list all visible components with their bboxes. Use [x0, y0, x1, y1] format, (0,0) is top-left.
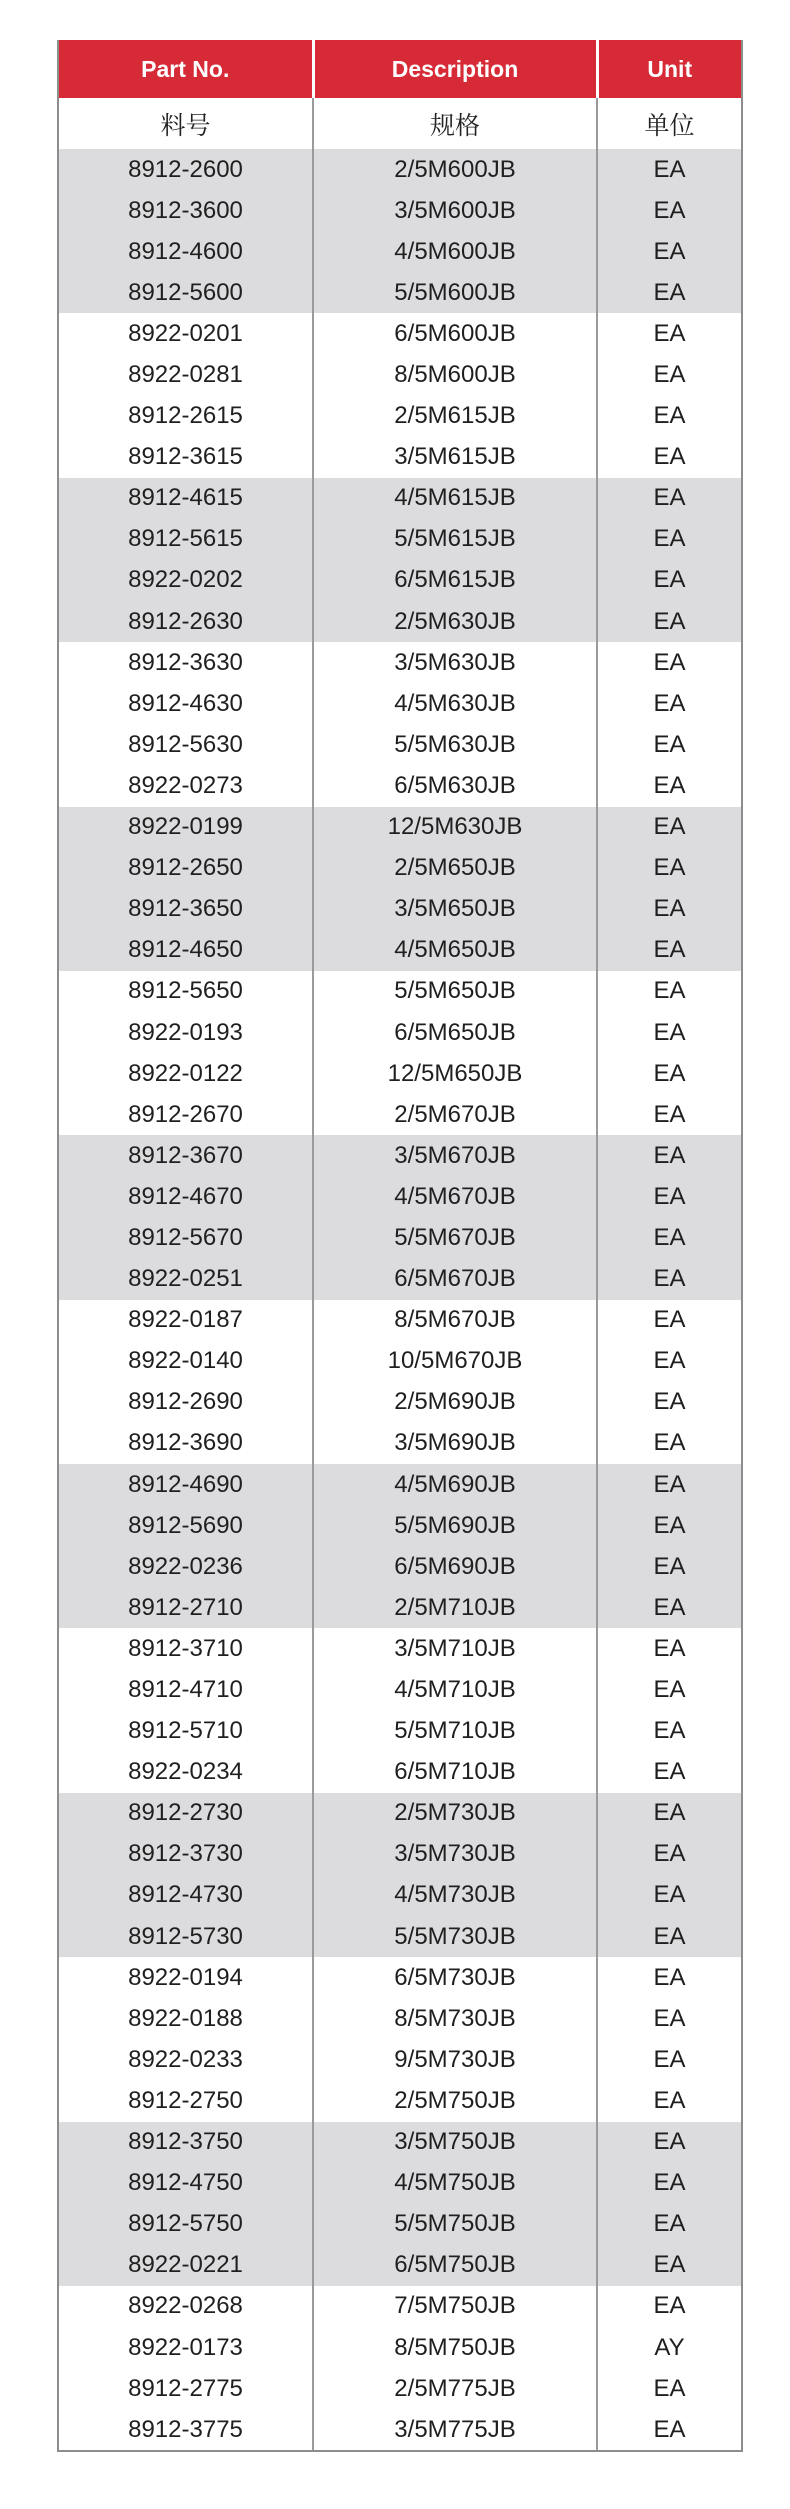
description-cell: 8/5M730JB [313, 1998, 597, 2039]
description-cell: 4/5M670JB [313, 1176, 597, 1217]
description-cell: 2/5M750JB [313, 2080, 597, 2121]
unit-cell: EA [597, 1875, 741, 1916]
column-header-description: Description [313, 40, 597, 98]
part-no-cell: 8922-0194 [128, 1963, 243, 1991]
table-row [59, 1752, 741, 1793]
description-cell: 10/5M670JB [313, 1341, 597, 1382]
description-cell: 6/5M615JB [313, 560, 597, 601]
part-no-cell: 8912-4615 [59, 478, 313, 519]
parts-table [59, 40, 741, 2450]
table-row [59, 971, 741, 1012]
table-row [59, 2245, 741, 2286]
description-cell: 2/5M710JB [313, 1587, 597, 1628]
part-no-cell: 8912-4630 [128, 689, 243, 717]
table-row [59, 2204, 741, 2245]
unit-cell: AY [597, 2327, 741, 2368]
part-no-cell: 8922-0187 [128, 1306, 243, 1334]
table-row [59, 1382, 741, 1423]
table-row [59, 519, 741, 560]
description-cell: 7/5M750JB [313, 2286, 597, 2327]
description-cell: 4/5M750JB [313, 2163, 597, 2204]
unit-cell: EA [597, 1094, 741, 1135]
unit-cell: EA [597, 2286, 741, 2327]
part-no-cell: 8912-2670 [128, 1100, 243, 1128]
unit-cell: EA [597, 683, 741, 724]
unit-cell: EA [597, 1669, 741, 1710]
table-row [59, 1957, 741, 1998]
header-row-english [59, 40, 741, 98]
part-no-cell: 8922-0173 [128, 2333, 243, 2361]
unit-cell: EA [597, 354, 741, 395]
description-cell: 6/5M690JB [313, 1546, 597, 1587]
description-cell: 5/5M600JB [313, 272, 597, 313]
part-no-cell: 8912-4730 [59, 1875, 313, 1916]
part-no-cell: 8912-2730 [59, 1793, 313, 1834]
part-no-cell: 8922-0234 [128, 1758, 243, 1786]
description-cell: 5/5M710JB [313, 1711, 597, 1752]
description-cell: 6/5M650JB [313, 1012, 597, 1053]
part-no-cell: 8912-2615 [128, 402, 243, 430]
unit-cell: EA [597, 1176, 741, 1217]
table-row [59, 1998, 741, 2039]
description-cell: 5/5M650JB [313, 971, 597, 1012]
table-row [59, 1546, 741, 1587]
unit-cell: EA [597, 272, 741, 313]
description-cell: 12/5M630JB [313, 807, 597, 848]
unit-cell: EA [597, 1259, 741, 1300]
part-no-cell: 8912-3690 [128, 1429, 243, 1457]
unit-cell: EA [597, 437, 741, 478]
header-row-chinese [59, 98, 741, 149]
table-row [59, 272, 741, 313]
table-body [59, 149, 741, 2450]
part-no-cell: 8912-3710 [128, 1634, 243, 1662]
table-row [59, 354, 741, 395]
description-cell: 5/5M750JB [313, 2204, 597, 2245]
table-row [59, 2409, 741, 2450]
unit-cell: EA [597, 519, 741, 560]
description-cell: 3/5M670JB [313, 1135, 597, 1176]
part-no-cell: 8912-4750 [59, 2163, 313, 2204]
part-no-cell: 8912-2710 [59, 1587, 313, 1628]
description-cell: 4/5M650JB [313, 930, 597, 971]
unit-cell: EA [597, 1382, 741, 1423]
table-row [59, 765, 741, 806]
table-row [59, 1711, 741, 1752]
unit-cell: EA [597, 601, 741, 642]
description-cell: 2/5M775JB [313, 2368, 597, 2409]
table-row [59, 1916, 741, 1957]
description-cell: 4/5M690JB [313, 1464, 597, 1505]
part-no-cell: 8922-0199 [59, 807, 313, 848]
part-no-cell: 8912-5630 [128, 730, 243, 758]
description-cell: 3/5M710JB [313, 1628, 597, 1669]
table-row [59, 1300, 741, 1341]
description-cell: 3/5M630JB [313, 642, 597, 683]
unit-cell: EA [597, 1012, 741, 1053]
part-no-cell: 8912-5690 [59, 1505, 313, 1546]
unit-cell: EA [597, 1711, 741, 1752]
table-header [59, 40, 741, 149]
table-row [59, 601, 741, 642]
part-no-cell: 8922-0122 [128, 1059, 243, 1087]
part-no-cell: 8922-0236 [59, 1546, 313, 1587]
description-cell: 6/5M710JB [313, 1752, 597, 1793]
description-cell: 3/5M750JB [313, 2122, 597, 2163]
table-row [59, 1793, 741, 1834]
table-row [59, 231, 741, 272]
table-row [59, 2327, 741, 2368]
part-no-cell: 8922-0202 [59, 560, 313, 601]
part-no-cell: 8912-5730 [59, 1916, 313, 1957]
part-no-cell: 8912-3600 [59, 190, 313, 231]
description-cell: 3/5M690JB [313, 1423, 597, 1464]
unit-cell: EA [597, 2163, 741, 2204]
part-no-cell: 8912-4710 [128, 1676, 243, 1704]
description-cell: 4/5M600JB [313, 231, 597, 272]
column-header-unit-cn: 单位 [597, 98, 741, 149]
unit-cell: EA [597, 1135, 741, 1176]
unit-cell: EA [597, 149, 741, 190]
table-row [59, 560, 741, 601]
unit-cell: EA [597, 1505, 741, 1546]
table-row [59, 848, 741, 889]
description-cell: 2/5M630JB [313, 601, 597, 642]
table-row [59, 1012, 741, 1053]
unit-cell: EA [597, 2080, 741, 2121]
table-row [59, 1053, 741, 1094]
parts-table-container [57, 40, 743, 2452]
table-row [59, 807, 741, 848]
description-cell: 3/5M650JB [313, 889, 597, 930]
part-no-cell: 8912-4600 [59, 231, 313, 272]
description-cell: 3/5M600JB [313, 190, 597, 231]
part-no-cell: 8912-2750 [128, 2086, 243, 2114]
table-row [59, 1135, 741, 1176]
description-cell: 5/5M615JB [313, 519, 597, 560]
part-no-cell: 8912-3670 [59, 1135, 313, 1176]
part-no-cell: 8922-0233 [128, 2045, 243, 2073]
unit-cell: EA [597, 1998, 741, 2039]
description-cell: 8/5M600JB [313, 354, 597, 395]
unit-cell: EA [597, 848, 741, 889]
part-no-cell: 8912-3630 [128, 648, 243, 676]
part-no-cell: 8912-4690 [59, 1464, 313, 1505]
description-cell: 6/5M600JB [313, 313, 597, 354]
part-no-cell: 8912-3615 [128, 443, 243, 471]
part-no-cell: 8912-3650 [59, 889, 313, 930]
unit-cell: EA [597, 724, 741, 765]
part-no-cell: 8922-0251 [59, 1259, 313, 1300]
description-cell: 5/5M690JB [313, 1505, 597, 1546]
part-no-cell: 8912-3730 [59, 1834, 313, 1875]
unit-cell: EA [597, 1546, 741, 1587]
table-row [59, 1341, 741, 1382]
table-row [59, 1875, 741, 1916]
description-cell: 6/5M730JB [313, 1957, 597, 1998]
unit-cell: EA [597, 2245, 741, 2286]
part-no-cell: 8912-5615 [59, 519, 313, 560]
unit-cell: EA [597, 1217, 741, 1258]
unit-cell: EA [597, 2409, 741, 2450]
table-row [59, 1505, 741, 1546]
unit-cell: EA [597, 807, 741, 848]
unit-cell: EA [597, 2039, 741, 2080]
part-no-cell: 8912-5670 [59, 1217, 313, 1258]
table-row [59, 1423, 741, 1464]
description-cell: 4/5M710JB [313, 1669, 597, 1710]
unit-cell: EA [597, 1587, 741, 1628]
description-cell: 8/5M670JB [313, 1300, 597, 1341]
description-cell: 4/5M615JB [313, 478, 597, 519]
table-row [59, 1464, 741, 1505]
description-cell: 4/5M630JB [313, 683, 597, 724]
description-cell: 3/5M615JB [313, 437, 597, 478]
description-cell: 2/5M600JB [313, 149, 597, 190]
column-header-part-no: Part No. [59, 40, 313, 98]
unit-cell: EA [597, 971, 741, 1012]
part-no-cell: 8912-4670 [59, 1176, 313, 1217]
part-no-cell: 8922-0268 [128, 2292, 243, 2320]
table-row [59, 1628, 741, 1669]
description-cell: 6/5M750JB [313, 2245, 597, 2286]
description-cell: 6/5M670JB [313, 1259, 597, 1300]
description-cell: 2/5M615JB [313, 396, 597, 437]
table-row [59, 642, 741, 683]
table-row [59, 2122, 741, 2163]
part-no-cell: 8912-3750 [59, 2122, 313, 2163]
table-row [59, 2039, 741, 2080]
part-no-cell: 8922-0273 [128, 771, 243, 799]
part-no-cell: 8912-2775 [128, 2374, 243, 2402]
unit-cell: EA [597, 2122, 741, 2163]
table-row [59, 1259, 741, 1300]
part-no-cell: 8912-2650 [59, 848, 313, 889]
table-row [59, 889, 741, 930]
unit-cell: EA [597, 190, 741, 231]
table-row [59, 190, 741, 231]
description-cell: 8/5M750JB [313, 2327, 597, 2368]
unit-cell: EA [597, 231, 741, 272]
part-no-cell: 8912-4650 [59, 930, 313, 971]
unit-cell: EA [597, 1628, 741, 1669]
unit-cell: EA [597, 2204, 741, 2245]
part-no-cell: 8912-5650 [128, 977, 243, 1005]
table-row [59, 2080, 741, 2121]
unit-cell: EA [597, 1341, 741, 1382]
table-row [59, 313, 741, 354]
unit-cell: EA [597, 1300, 741, 1341]
part-no-cell: 8912-2600 [59, 149, 313, 190]
unit-cell: EA [597, 396, 741, 437]
unit-cell: EA [597, 1464, 741, 1505]
description-cell: 2/5M730JB [313, 1793, 597, 1834]
column-header-description-cn: 规格 [313, 98, 597, 149]
table-row [59, 478, 741, 519]
unit-cell: EA [597, 1053, 741, 1094]
unit-cell: EA [597, 313, 741, 354]
table-row [59, 1217, 741, 1258]
description-cell: 3/5M730JB [313, 1834, 597, 1875]
description-cell: 2/5M690JB [313, 1382, 597, 1423]
unit-cell: EA [597, 1793, 741, 1834]
part-no-cell: 8912-5710 [128, 1717, 243, 1745]
table-row [59, 437, 741, 478]
table-row [59, 396, 741, 437]
part-no-cell: 8912-5750 [59, 2204, 313, 2245]
table-row [59, 1669, 741, 1710]
description-cell: 5/5M630JB [313, 724, 597, 765]
part-no-cell: 8922-0221 [59, 2245, 313, 2286]
table-row [59, 1834, 741, 1875]
unit-cell: EA [597, 765, 741, 806]
table-row [59, 724, 741, 765]
table-row [59, 2286, 741, 2327]
part-no-cell: 8922-0140 [128, 1347, 243, 1375]
part-no-cell: 8922-0193 [128, 1018, 243, 1046]
part-no-cell: 8912-2630 [59, 601, 313, 642]
description-cell: 6/5M630JB [313, 765, 597, 806]
unit-cell: EA [597, 478, 741, 519]
description-cell: 9/5M730JB [313, 2039, 597, 2080]
description-cell: 2/5M670JB [313, 1094, 597, 1135]
unit-cell: EA [597, 1916, 741, 1957]
unit-cell: EA [597, 560, 741, 601]
part-no-cell: 8912-3775 [128, 2415, 243, 2443]
unit-cell: EA [597, 1834, 741, 1875]
column-header-unit: Unit [597, 40, 741, 98]
description-cell: 12/5M650JB [313, 1053, 597, 1094]
table-row [59, 1094, 741, 1135]
part-no-cell: 8912-5600 [59, 272, 313, 313]
table-row [59, 2163, 741, 2204]
table-row [59, 930, 741, 971]
description-cell: 5/5M670JB [313, 1217, 597, 1258]
column-header-part-no-cn: 料号 [59, 98, 313, 149]
description-cell: 5/5M730JB [313, 1916, 597, 1957]
unit-cell: EA [597, 930, 741, 971]
table-row [59, 1587, 741, 1628]
table-row [59, 2368, 741, 2409]
description-cell: 3/5M775JB [313, 2409, 597, 2450]
unit-cell: EA [597, 1752, 741, 1793]
part-no-cell: 8922-0201 [128, 319, 243, 347]
unit-cell: EA [597, 889, 741, 930]
unit-cell: EA [597, 1957, 741, 1998]
unit-cell: EA [597, 642, 741, 683]
description-cell: 2/5M650JB [313, 848, 597, 889]
unit-cell: EA [597, 2368, 741, 2409]
unit-cell: EA [597, 1423, 741, 1464]
part-no-cell: 8922-0281 [128, 361, 243, 389]
part-no-cell: 8922-0188 [128, 2004, 243, 2032]
part-no-cell: 8912-2690 [128, 1388, 243, 1416]
table-row [59, 1176, 741, 1217]
table-row [59, 149, 741, 190]
table-row [59, 683, 741, 724]
description-cell: 4/5M730JB [313, 1875, 597, 1916]
